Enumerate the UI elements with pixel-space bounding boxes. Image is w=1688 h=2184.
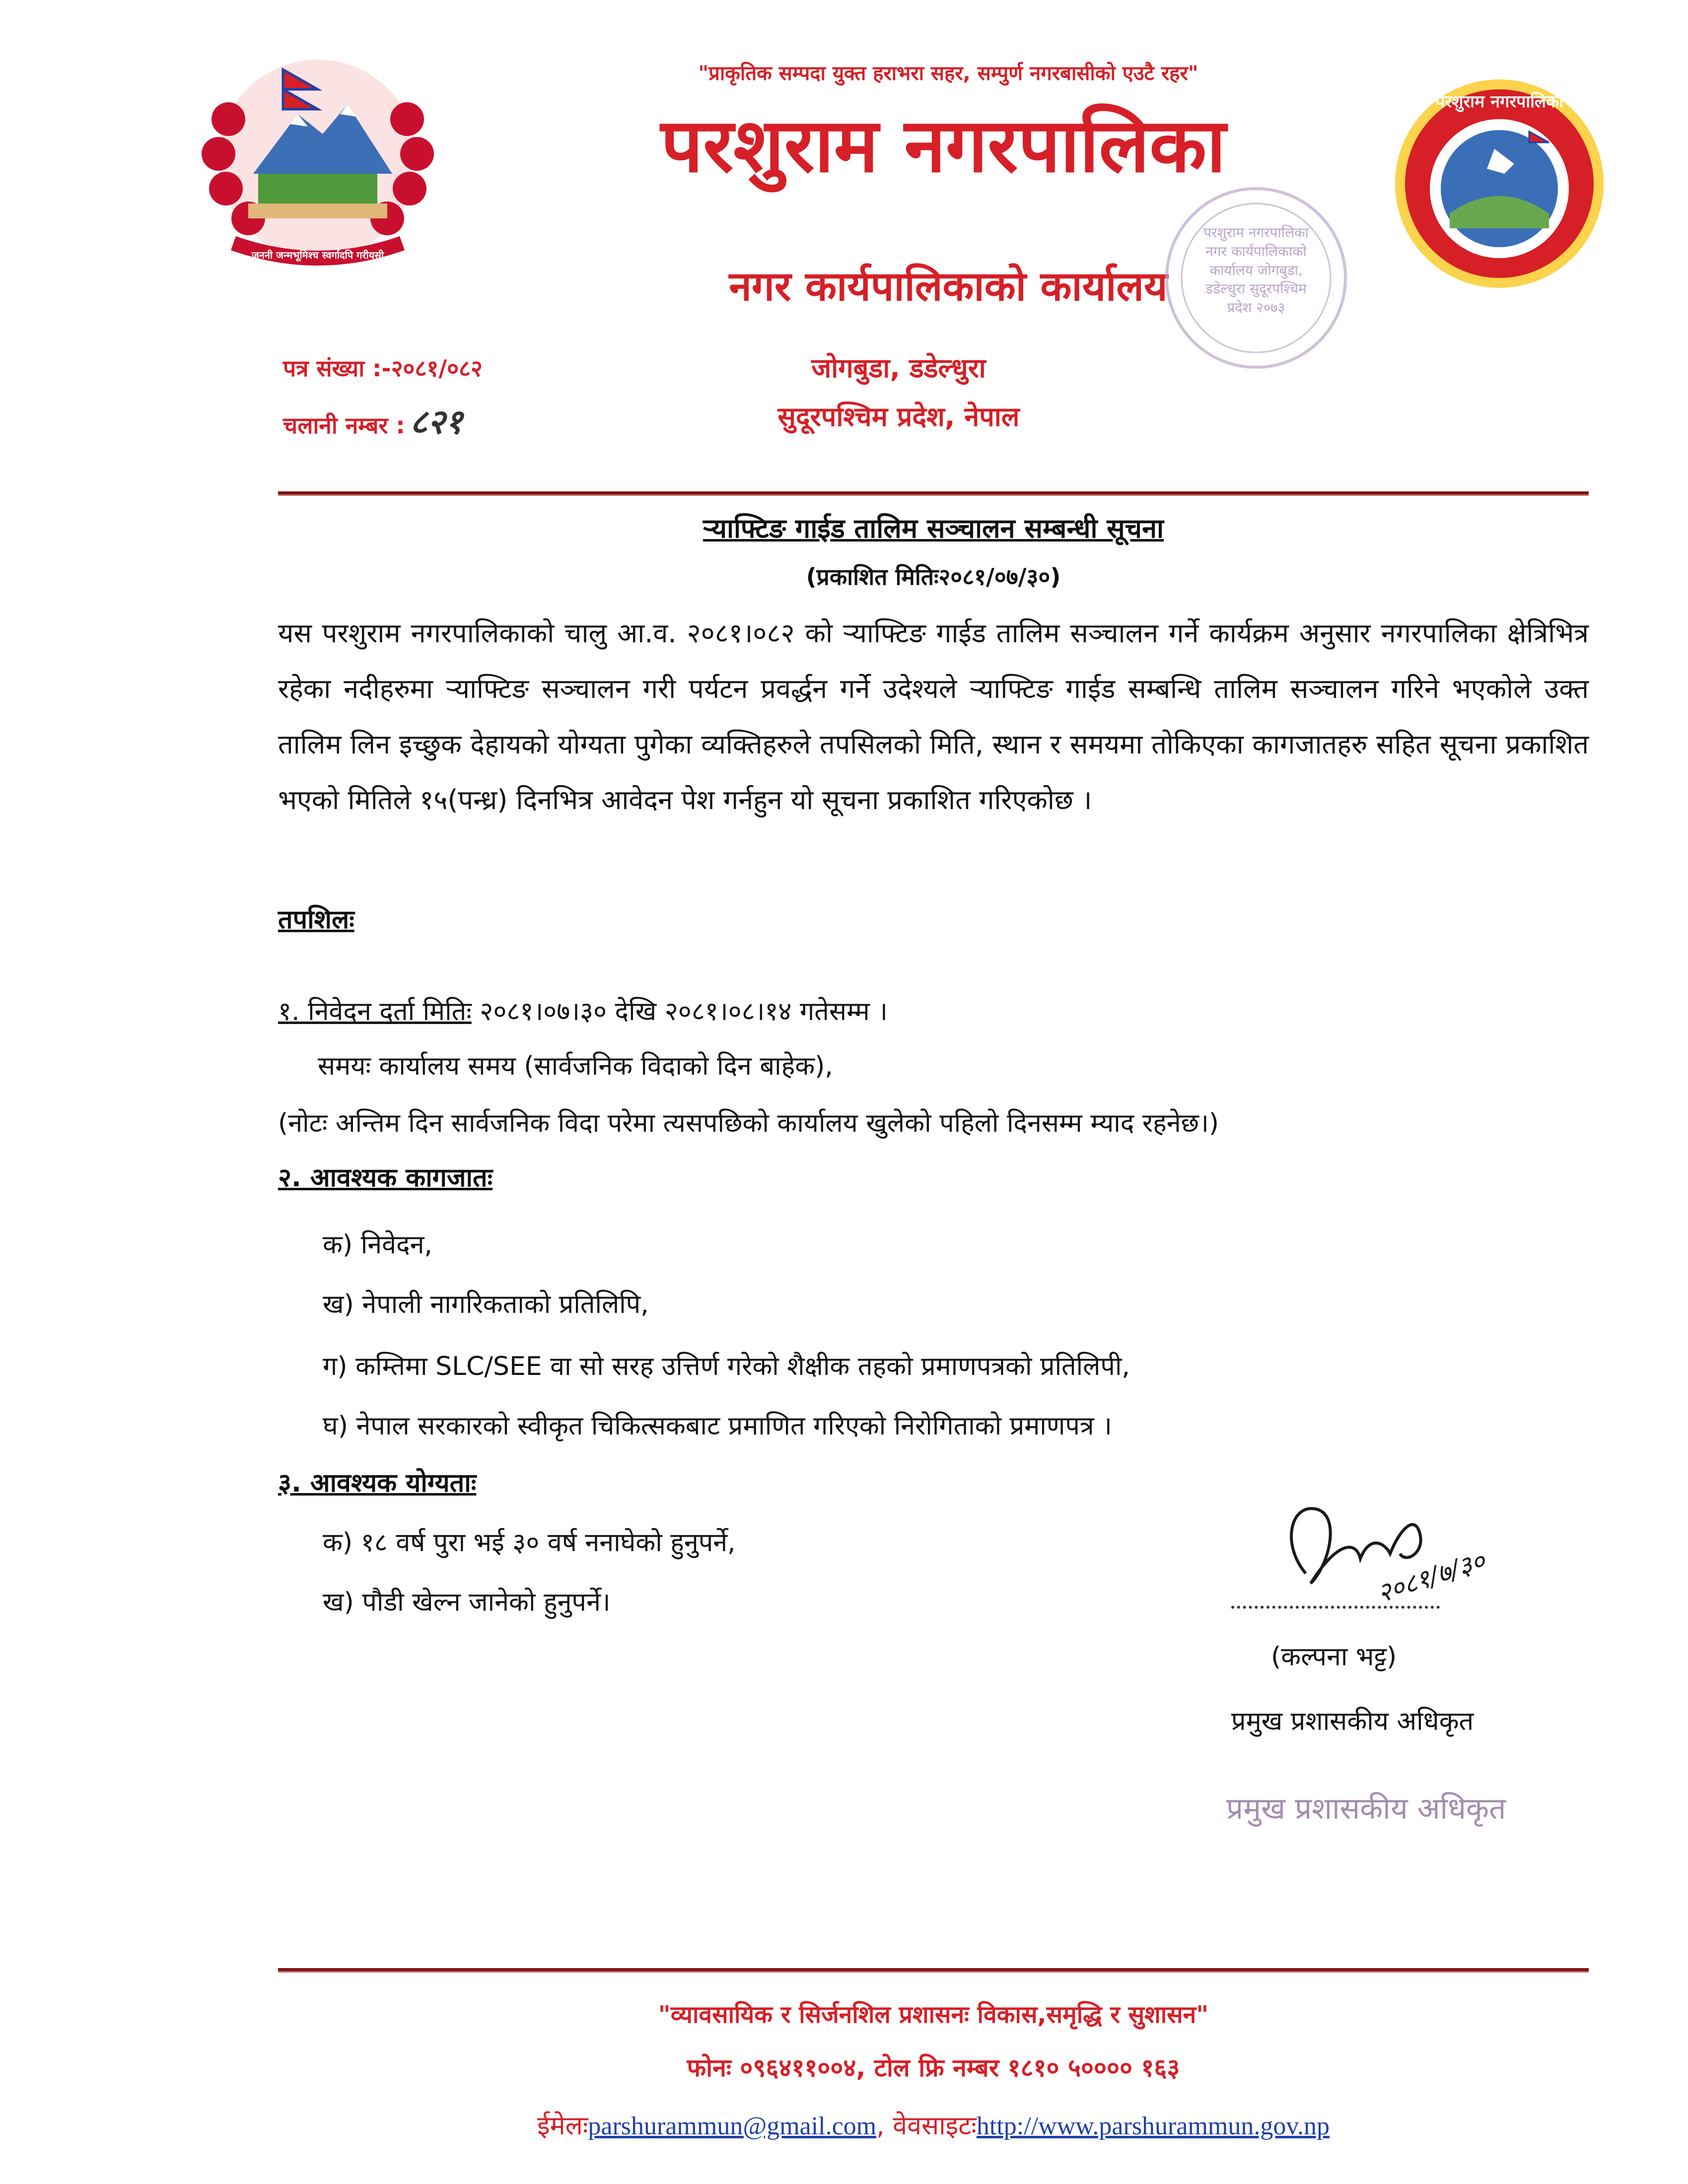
published-date: (प्रकाशित मितिः२०८१/०७/३०) xyxy=(806,563,1061,590)
office-stamp xyxy=(1142,179,1370,377)
municipality-logo xyxy=(1380,74,1618,293)
website-label: , वेवसाइटः xyxy=(876,2111,977,2141)
address-line-1: जोगबुडा, डडेल्धुरा xyxy=(811,352,986,384)
signatory-name: (कल्पना भट्ट) xyxy=(1271,1642,1397,1672)
letter-number-label: पत्र संख्या :- xyxy=(283,355,391,382)
signature-date: २०८१/७/३० xyxy=(1373,1546,1489,1609)
municipality-name: परशुराम नगरपालिका xyxy=(660,103,1226,189)
doc-item: घ) नेपाल सरकारको स्वीकृत चिकित्सकबाट प्रमाणित गरिएको निरोगिताको प्रमाणपत्र । xyxy=(323,1411,1112,1441)
section-1 xyxy=(278,993,888,1028)
header-divider xyxy=(278,491,1589,496)
emblem-ribbon-text: जननी जन्मभूमिश्च स्वर्गादपि गरीयसी xyxy=(251,249,384,261)
signature-line xyxy=(1231,1606,1440,1609)
section-1-dates: २०८१।०७।३० देखि २०८१।०८।१४ गतेसम्म । xyxy=(480,997,888,1026)
dispatch-number-label: चलानी नम्बर : xyxy=(283,412,405,439)
footer-contact xyxy=(278,2107,1589,2142)
footer-phone: फोनः ०९६४११००४, टोल फ्रि नम्बर १८१० ५०००० १६३ xyxy=(687,2053,1180,2082)
signatory-designation: प्रमुख प्रशासकीय अधिकृत xyxy=(1231,1706,1474,1736)
letter-number xyxy=(283,352,483,383)
notice-body: यस परशुराम नगरपालिकाको चालु आ.व. २०८१।०८२ को र्‍याफ्टिङ गाईड तालिम सञ्चालन गर्ने कार्यक्रम अनुसार नगरपालिका क्षेत्रिभित्र रहेका नदीहरुमा र्‍याफ्टिङ सञ्चालन गरी पर्यटन प्रवर्द्धन गर्ने उदेश्यले र्‍याफ्टिङ गाईड सम्बन्धि तालिम सञ्चालन गरिने भएकोले उक्त तालिम लिन इच्छुक देहायको योग्यता पुगेका व्यक्तिहरुले तपसिलको मिति, स्थान र समयमा तोकिएका कागजातहरु सहित सूचना प्रकाशित भएको मितिले १५(पन्ध्र) दिनभित्र आवेदन पेश गर्नहुन यो सूचना प्रकाशित गरिएकोछ । xyxy=(278,617,1589,816)
eligibility-item: ख) पौडी खेल्न जानेको हुनुपर्ने। xyxy=(323,1587,611,1617)
handwritten-signature xyxy=(1271,1484,1489,1613)
letter-number-value: २०८१/०८२ xyxy=(391,355,483,382)
notice-title-text: र्‍याफ्टिङ गाईड तालिम सञ्चालन सम्बन्धी सूचना xyxy=(703,513,1164,544)
logo-ring-text: परशुराम नगरपालिका xyxy=(1435,92,1564,112)
municipal-motto: "प्राकृतिक सम्पदा युक्त हराभरा सहर, सम्पुर्ण नगरबासीको एउटै रहर" xyxy=(698,62,1198,85)
email-label: ईमेलः xyxy=(537,2111,588,2141)
tapsil-label: तपशिलः xyxy=(278,905,354,935)
section-1-note: (नोटः अन्तिम दिन सार्वजनिक विदा परेमा त्यसपछिको कार्यालय खुलेको पहिलो दिनसम्म म्याद रहनेछ।) xyxy=(278,1108,1219,1138)
footer-divider xyxy=(278,1968,1589,1973)
email-link[interactable]: parshurammun@gmail.com xyxy=(588,2112,877,2140)
dispatch-number-value: ८२१ xyxy=(410,402,463,442)
section-3-heading: ३. आवश्यक योग्यताः xyxy=(278,1468,477,1498)
doc-item: ख) नेपाली नागरिकताको प्रतिलिपि, xyxy=(323,1290,649,1319)
section-2-heading: २. आवश्यक कागजातः xyxy=(278,1163,493,1193)
eligibility-item: क) १८ वर्ष पुरा भई ३० वर्ष ननाघेको हुनुपर्ने, xyxy=(323,1528,736,1558)
designation-stamp: प्रमुख प्रशासकीय अधिकृत xyxy=(1226,1791,1506,1826)
section-1-heading: १. निवेदन दर्ता मितिः xyxy=(278,997,472,1026)
doc-item: ग) कम्तिमा SLC/SEE वा सो सरह उत्तिर्ण गरेको शैक्षीक तहको प्रमाणपत्रको प्रतिलिपी, xyxy=(323,1352,1130,1381)
office-name: नगर कार्यपालिकाको कार्यालय xyxy=(729,263,1168,310)
doc-item: क) निवेदन, xyxy=(323,1230,432,1260)
stamp-text: परशुराम नगरपालिका नगर कार्यपालिकाको कार्यालय जोगबुडा, डडेल्धुरा सुदूरपश्चिम प्रदेश २०७३ xyxy=(1203,224,1309,316)
website-link[interactable]: http://www.parshurammun.gov.np xyxy=(976,2112,1330,2140)
nepal-emblem xyxy=(169,50,467,278)
footer-slogan: "व्यावसायिक र सिर्जनशिल प्रशासनः विकास,समृद्धि र सुशासन" xyxy=(658,2001,1209,2029)
dispatch-number xyxy=(283,397,463,443)
address-line-2: सुदूरपश्चिम प्रदेश, नेपाल xyxy=(777,401,1020,432)
section-1-time: समयः कार्यालय समय (सार्वजनिक विदाको दिन बाहेक), xyxy=(318,1051,833,1081)
notice-title xyxy=(278,509,1589,546)
